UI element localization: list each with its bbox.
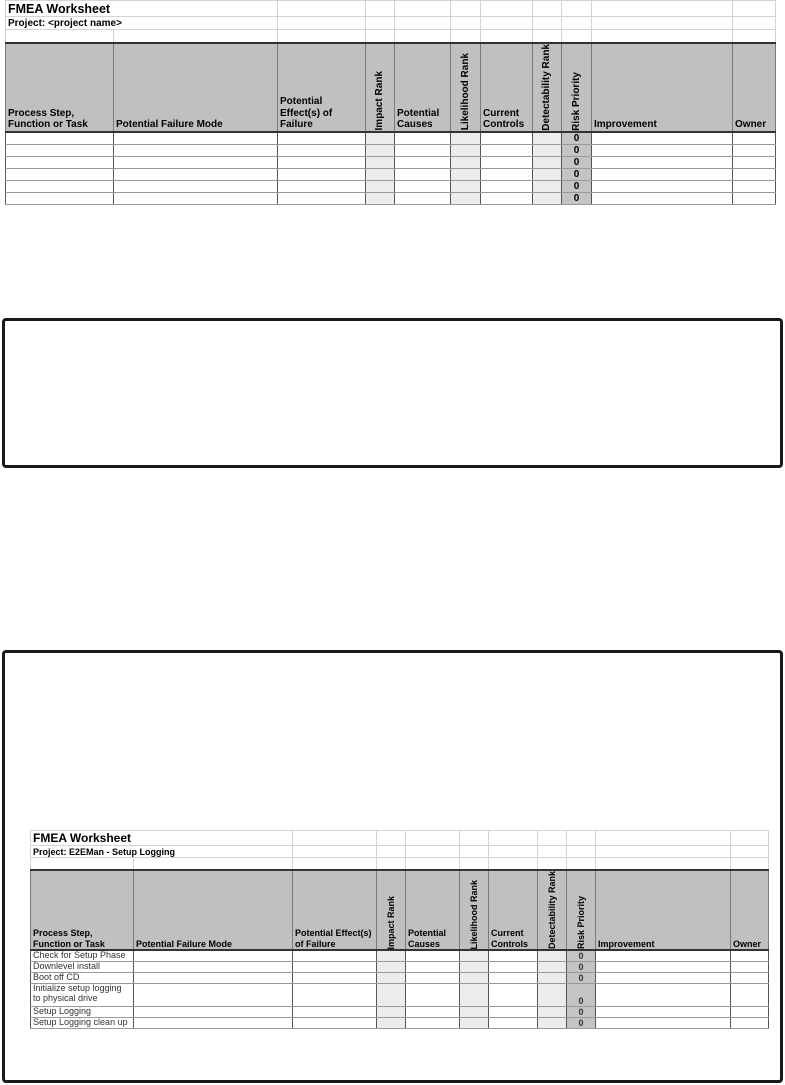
header-failure-mode: Potential Failure Mode bbox=[114, 43, 278, 132]
process-step-cell[interactable]: Check for Setup Phase bbox=[31, 950, 134, 962]
header-impact-rank: Impact Rank bbox=[366, 43, 395, 132]
process-step-cell[interactable]: Setup Logging clean up bbox=[31, 1018, 134, 1029]
header-controls: Current Controls bbox=[489, 870, 538, 950]
header-impact-rank: Impact Rank bbox=[377, 870, 406, 950]
process-step-cell[interactable]: Initialize setup logging to physical drive bbox=[31, 984, 134, 1007]
table-row[interactable] bbox=[6, 192, 776, 204]
fmea-worksheet-template bbox=[5, 0, 775, 205]
risk-priority-value: 0 bbox=[567, 1007, 596, 1018]
risk-priority-value: 0 bbox=[567, 950, 596, 962]
worksheet-title: FMEA Worksheet bbox=[6, 1, 278, 17]
process-step-cell[interactable]: Boot off CD bbox=[31, 973, 134, 984]
header-detectability-rank: Detectability Rank bbox=[538, 870, 567, 950]
fmea-worksheet-example bbox=[30, 830, 768, 1029]
header-likelihood-rank: Likelihood Rank bbox=[451, 43, 481, 132]
risk-priority-value: 0 bbox=[562, 180, 592, 192]
header-risk-priority: Risk Priority bbox=[567, 870, 596, 950]
table-row[interactable] bbox=[31, 962, 769, 973]
table-row[interactable] bbox=[31, 973, 769, 984]
table-row[interactable] bbox=[6, 156, 776, 168]
header-row bbox=[31, 870, 769, 950]
risk-priority-value: 0 bbox=[562, 192, 592, 204]
header-process-step: Process Step, Function or Task bbox=[31, 870, 134, 950]
header-row bbox=[6, 43, 776, 132]
header-detectability-rank: Detectability Rank bbox=[533, 43, 562, 132]
risk-priority-value: 0 bbox=[567, 1018, 596, 1029]
header-controls: Current Controls bbox=[481, 43, 533, 132]
header-owner: Owner bbox=[731, 870, 769, 950]
table-row[interactable] bbox=[31, 950, 769, 962]
header-effects: Potential Effect(s) of Failure bbox=[293, 870, 377, 950]
header-improvement: Improvement bbox=[596, 870, 731, 950]
header-causes: Potential Causes bbox=[395, 43, 451, 132]
worksheet-title: FMEA Worksheet bbox=[31, 831, 293, 846]
header-effects: Potential Effect(s) of Failure bbox=[278, 43, 366, 132]
risk-priority-value: 0 bbox=[567, 962, 596, 973]
risk-priority-value: 0 bbox=[567, 984, 596, 1007]
risk-priority-value: 0 bbox=[567, 973, 596, 984]
header-improvement: Improvement bbox=[592, 43, 733, 132]
header-risk-priority: Risk Priority bbox=[562, 43, 592, 132]
process-step-cell[interactable]: Setup Logging bbox=[31, 1007, 134, 1018]
project-name[interactable]: Project: E2EMan - Setup Logging bbox=[31, 846, 293, 858]
table-row[interactable] bbox=[31, 984, 769, 1007]
header-owner: Owner bbox=[733, 43, 776, 132]
risk-priority-value: 0 bbox=[562, 144, 592, 156]
risk-priority-value: 0 bbox=[562, 156, 592, 168]
process-step-cell[interactable]: Downlevel install bbox=[31, 962, 134, 973]
table-row[interactable] bbox=[6, 144, 776, 156]
header-process-step: Process Step, Function or Task bbox=[6, 43, 114, 132]
table-row[interactable] bbox=[6, 180, 776, 192]
risk-priority-value: 0 bbox=[562, 168, 592, 180]
header-likelihood-rank: Likelihood Rank bbox=[460, 870, 489, 950]
table-row[interactable] bbox=[31, 1007, 769, 1018]
table-row[interactable] bbox=[31, 1018, 769, 1029]
project-name[interactable]: Project: <project name> bbox=[6, 17, 278, 30]
risk-priority-value: 0 bbox=[562, 132, 592, 145]
table-row[interactable] bbox=[6, 168, 776, 180]
empty-content-frame bbox=[2, 318, 783, 468]
table-row[interactable] bbox=[6, 132, 776, 145]
header-failure-mode: Potential Failure Mode bbox=[134, 870, 293, 950]
header-causes: Potential Causes bbox=[406, 870, 460, 950]
